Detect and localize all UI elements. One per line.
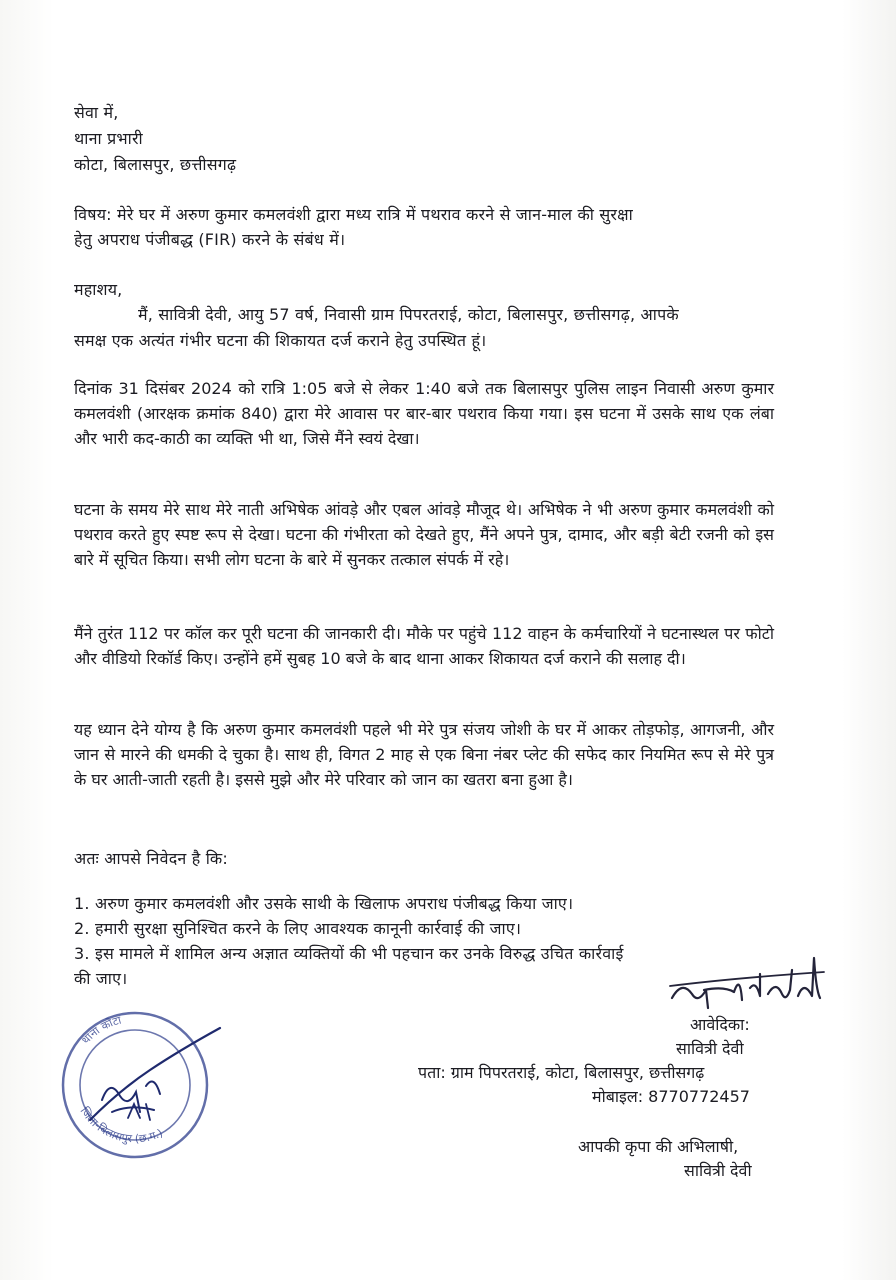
address-line-3: कोटा, बिलासपुर, छत्तीसगढ़ bbox=[74, 155, 237, 174]
salutation: महाशय, bbox=[74, 280, 123, 299]
request-intro: अतः आपसे निवेदन है कि: bbox=[74, 849, 228, 868]
paragraph-112-call: मैंने तुरंत 112 पर कॉल कर पूरी घटना की जानकारी दी। मौके पर पहुंचे 112 वाहन के कर्मचारियों ने घटनास्थल पर फोटो और वीडियो रिकॉर्ड किए। उन्होंने हमें सुबह 10 बजे के बाद थाना आकर शिकायत दर्ज कराने की सलाह दी। bbox=[74, 624, 774, 668]
applicant-label: आवेदिका: bbox=[690, 1015, 750, 1034]
police-station-seal bbox=[50, 1000, 240, 1190]
closing-line: आपकी कृपा की अभिलाषी, bbox=[578, 1137, 739, 1156]
applicant-address: पता: ग्राम पिपरतराई, कोटा, बिलासपुर, छत्तीसगढ़ bbox=[418, 1063, 705, 1082]
request-item-3-line-2: की जाए। bbox=[74, 969, 128, 988]
address-line-2: थाना प्रभारी bbox=[74, 129, 143, 148]
applicant-mobile: मोबाइल: 8770772457 bbox=[592, 1087, 750, 1106]
request-item-3-line-1: 3. इस मामले में शामिल अन्य अज्ञात व्यक्तियों की भी पहचान कर उनके विरुद्ध उचित कार्रवाई bbox=[74, 944, 624, 963]
handwritten-signature bbox=[664, 950, 834, 1020]
subject-line-2: हेतु अपराध पंजीबद्ध (FIR) करने के संबंध में। bbox=[74, 230, 346, 249]
paragraph-history: यह ध्यान देने योग्य है कि अरुण कुमार कमलवंशी पहले भी मेरे पुत्र संजय जोशी के घर में आकर तोड़फोड़, आगजनी, और जान से मारने की धमकी दे चुका है। साथ ही, विगत 2 माह से एक बिना नंबर प्लेट की सफेद कार नियमित रूप से मेरे पुत्र के घर आती-जाती रहती है। इससे मुझे और मेरे परिवार को जान का खतरा बना हुआ है। bbox=[74, 720, 774, 789]
request-item-1: 1. अरुण कुमार कमलवंशी और उसके साथी के खिलाफ अपराध पंजीबद्ध किया जाए। bbox=[74, 894, 574, 913]
intro-line-1: मैं, सावित्री देवी, आयु 57 वर्ष, निवासी ग्राम पिपरतराई, कोटा, बिलासपुर, छत्तीसगढ़, आपके bbox=[138, 305, 679, 324]
svg-text:थाना कोटा: थाना कोटा bbox=[79, 1013, 123, 1047]
paragraph-witnesses: घटना के समय मेरे साथ मेरे नाती अभिषेक आंवड़े और एबल आंवड़े मौजूद थे। अभिषेक ने भी अरुण कुमार कमलवंशी को पथराव करते हुए स्पष्ट रूप से देखा। घटना की गंभीरता को देखते हुए, मैंने अपने पुत्र, दामाद, और बड़ी बेटी रजनी को इस बारे में सूचित किया। सभी लोग घटना के बारे में सुनकर तत्काल संपर्क में रहे। bbox=[74, 500, 774, 569]
intro-line-2: समक्ष एक अत्यंत गंभीर घटना की शिकायत दर्ज कराने हेतु उपस्थित हूं। bbox=[74, 331, 487, 350]
request-item-2: 2. हमारी सुरक्षा सुनिश्चित करने के लिए आवश्यक कानूनी कार्रवाई की जाए। bbox=[74, 919, 522, 938]
closing-name: सावित्री देवी bbox=[684, 1161, 752, 1180]
address-line-1: सेवा में, bbox=[74, 103, 119, 122]
applicant-name: सावित्री देवी bbox=[676, 1039, 744, 1058]
subject-line-1: विषय: मेरे घर में अरुण कुमार कमलवंशी द्वारा मध्य रात्रि में पथराव करने से जान-माल की सुरक्षा bbox=[74, 205, 633, 224]
paragraph-incident: दिनांक 31 दिसंबर 2024 को रात्रि 1:05 बजे से लेकर 1:40 बजे तक बिलासपुर पुलिस लाइन निवासी अरुण कुमार कमलवंशी (आरक्षक क्रमांक 840) द्वारा मेरे आवास पर बार-बार पथराव किया गया। इस घटना में उसके साथ एक लंबा और भारी कद-काठी का व्यक्ति भी था, जिसे मैंने स्वयं देखा। bbox=[74, 379, 774, 448]
svg-text:जिला-बिलासपुर (छ.ग.): जिला-बिलासपुर (छ.ग.) bbox=[77, 1104, 165, 1146]
